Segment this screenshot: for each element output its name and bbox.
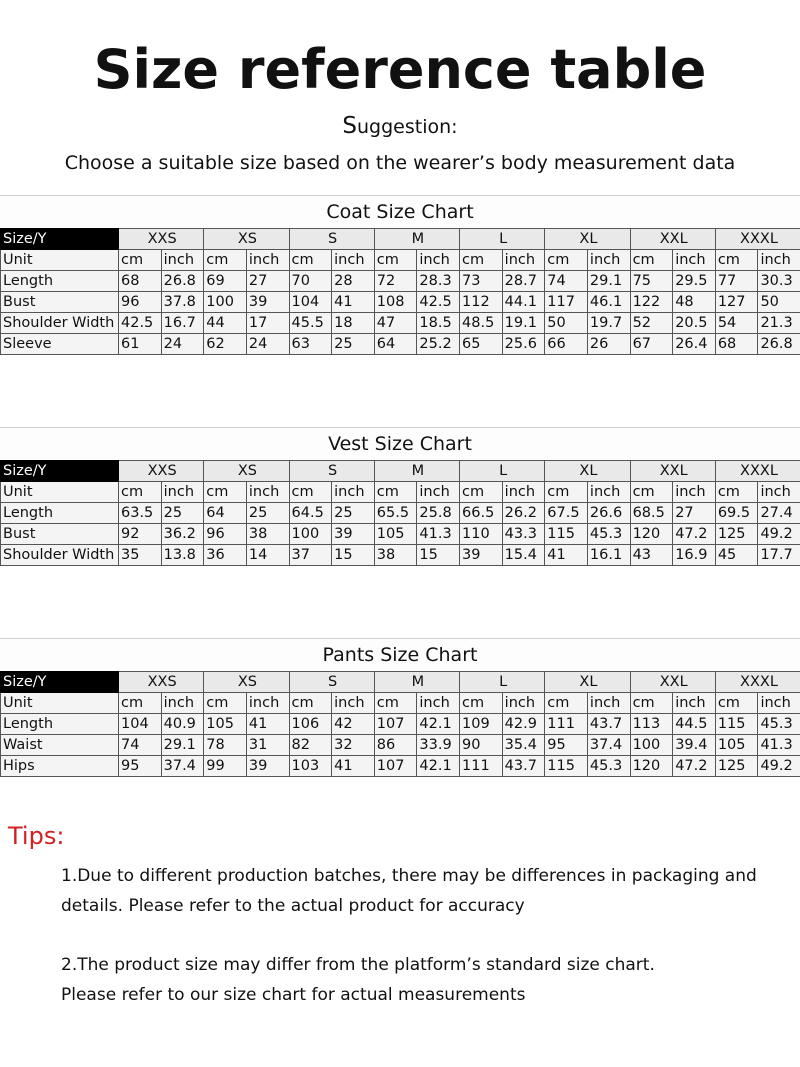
value-cell: 27 bbox=[673, 503, 716, 524]
value-cell: 45.3 bbox=[587, 524, 630, 545]
value-cell: 42.5 bbox=[417, 292, 460, 313]
size-header-cell: XXL bbox=[630, 461, 715, 482]
size-header-cell: XXL bbox=[630, 229, 715, 250]
value-cell: cm bbox=[545, 250, 588, 271]
row-label-cell: Bust bbox=[1, 524, 119, 545]
value-cell: 38 bbox=[374, 545, 417, 566]
value-cell: cm bbox=[715, 693, 758, 714]
size-header-row bbox=[1, 229, 800, 250]
row-label-cell: Length bbox=[1, 714, 119, 735]
value-cell: 15 bbox=[332, 545, 375, 566]
size-header-cell: M bbox=[374, 672, 459, 693]
value-cell: 26.2 bbox=[502, 503, 545, 524]
value-cell: 19.7 bbox=[587, 313, 630, 334]
value-cell: inch bbox=[332, 482, 375, 503]
vest-chart-title: Vest Size Chart bbox=[0, 427, 800, 460]
coat-size-table bbox=[0, 228, 800, 355]
value-cell: cm bbox=[374, 482, 417, 503]
value-cell: 36 bbox=[204, 545, 247, 566]
value-cell: 41 bbox=[246, 714, 289, 735]
value-cell: 66 bbox=[545, 334, 588, 355]
value-cell: 104 bbox=[119, 714, 162, 735]
value-cell: 24 bbox=[246, 334, 289, 355]
value-cell: cm bbox=[119, 693, 162, 714]
value-cell: 24 bbox=[161, 334, 204, 355]
value-cell: 107 bbox=[374, 756, 417, 777]
value-cell: 43.3 bbox=[502, 524, 545, 545]
value-cell: 99 bbox=[204, 756, 247, 777]
value-cell: 25.6 bbox=[502, 334, 545, 355]
value-cell: 68.5 bbox=[630, 503, 673, 524]
size-header-row bbox=[1, 461, 800, 482]
value-cell: 27.4 bbox=[758, 503, 800, 524]
value-cell: 37.4 bbox=[587, 735, 630, 756]
value-cell: inch bbox=[417, 250, 460, 271]
value-cell: 27 bbox=[246, 271, 289, 292]
value-cell: inch bbox=[502, 482, 545, 503]
row-label-cell: Hips bbox=[1, 756, 119, 777]
value-cell: 122 bbox=[630, 292, 673, 313]
value-cell: 39 bbox=[332, 524, 375, 545]
size-header-cell: L bbox=[460, 461, 545, 482]
value-cell: 15.4 bbox=[502, 545, 545, 566]
size-header-cell: S bbox=[289, 229, 374, 250]
size-header-cell: M bbox=[374, 229, 459, 250]
value-cell: 127 bbox=[715, 292, 758, 313]
row-label-cell: Bust bbox=[1, 292, 119, 313]
value-cell: 35.4 bbox=[502, 735, 545, 756]
value-cell: 105 bbox=[715, 735, 758, 756]
value-cell: 35 bbox=[119, 545, 162, 566]
value-cell: 37.4 bbox=[161, 756, 204, 777]
value-cell: 82 bbox=[289, 735, 332, 756]
tip-2-line-1: 2.The product size may differ from the platform’s standard size chart. bbox=[61, 955, 655, 975]
value-cell: 120 bbox=[630, 756, 673, 777]
size-header-cell: XXXL bbox=[715, 672, 800, 693]
value-cell: 100 bbox=[630, 735, 673, 756]
value-cell: 75 bbox=[630, 271, 673, 292]
value-cell: 41 bbox=[332, 292, 375, 313]
value-cell: 100 bbox=[204, 292, 247, 313]
value-cell: 28.7 bbox=[502, 271, 545, 292]
value-cell: 26.8 bbox=[161, 271, 204, 292]
value-cell: 47 bbox=[374, 313, 417, 334]
value-cell: 48.5 bbox=[460, 313, 503, 334]
value-cell: 63 bbox=[289, 334, 332, 355]
value-cell: 20.5 bbox=[673, 313, 716, 334]
value-cell: 104 bbox=[289, 292, 332, 313]
table-row bbox=[1, 271, 800, 292]
value-cell: 26.4 bbox=[673, 334, 716, 355]
value-cell: 26.8 bbox=[758, 334, 800, 355]
value-cell: 29.5 bbox=[673, 271, 716, 292]
table-row bbox=[1, 756, 800, 777]
value-cell: 125 bbox=[715, 756, 758, 777]
value-cell: 38 bbox=[246, 524, 289, 545]
value-cell: 73 bbox=[460, 271, 503, 292]
coat-size-chart bbox=[0, 195, 800, 355]
value-cell: 45.3 bbox=[758, 714, 800, 735]
row-label-cell: Shoulder Width bbox=[1, 313, 119, 334]
value-cell: 25.8 bbox=[417, 503, 460, 524]
value-cell: 42.1 bbox=[417, 714, 460, 735]
value-cell: 28 bbox=[332, 271, 375, 292]
value-cell: inch bbox=[502, 693, 545, 714]
value-cell: 61 bbox=[119, 334, 162, 355]
value-cell: 110 bbox=[460, 524, 503, 545]
row-label-cell: Shoulder Width bbox=[1, 545, 119, 566]
value-cell: inch bbox=[758, 482, 800, 503]
size-header-cell: XL bbox=[545, 461, 630, 482]
value-cell: 41 bbox=[545, 545, 588, 566]
value-cell: 40.9 bbox=[161, 714, 204, 735]
table-row bbox=[1, 693, 800, 714]
value-cell: 70 bbox=[289, 271, 332, 292]
row-label-cell: Sleeve bbox=[1, 334, 119, 355]
size-header-cell: M bbox=[374, 461, 459, 482]
value-cell: 49.2 bbox=[758, 524, 800, 545]
size-corner-cell: Size/Y bbox=[1, 672, 119, 693]
value-cell: 125 bbox=[715, 524, 758, 545]
table-row bbox=[1, 250, 800, 271]
size-header-cell: XXS bbox=[119, 229, 204, 250]
value-cell: 37 bbox=[289, 545, 332, 566]
value-cell: 86 bbox=[374, 735, 417, 756]
value-cell: cm bbox=[374, 693, 417, 714]
value-cell: 25 bbox=[161, 503, 204, 524]
size-header-cell: L bbox=[460, 672, 545, 693]
value-cell: 109 bbox=[460, 714, 503, 735]
value-cell: 17 bbox=[246, 313, 289, 334]
value-cell: 25.2 bbox=[417, 334, 460, 355]
value-cell: 48 bbox=[673, 292, 716, 313]
value-cell: 107 bbox=[374, 714, 417, 735]
value-cell: 50 bbox=[758, 292, 800, 313]
value-cell: 44 bbox=[204, 313, 247, 334]
table-row bbox=[1, 292, 800, 313]
value-cell: inch bbox=[587, 482, 630, 503]
size-header-cell: XS bbox=[204, 672, 289, 693]
value-cell: 42.5 bbox=[119, 313, 162, 334]
value-cell: cm bbox=[289, 693, 332, 714]
table-row bbox=[1, 482, 800, 503]
value-cell: cm bbox=[715, 250, 758, 271]
value-cell: 115 bbox=[545, 756, 588, 777]
value-cell: inch bbox=[758, 250, 800, 271]
size-corner-cell: Size/Y bbox=[1, 229, 119, 250]
value-cell: 74 bbox=[545, 271, 588, 292]
value-cell: inch bbox=[673, 250, 716, 271]
value-cell: 69.5 bbox=[715, 503, 758, 524]
table-row bbox=[1, 313, 800, 334]
value-cell: cm bbox=[630, 482, 673, 503]
value-cell: 43 bbox=[630, 545, 673, 566]
value-cell: inch bbox=[161, 482, 204, 503]
value-cell: 66.5 bbox=[460, 503, 503, 524]
value-cell: 16.1 bbox=[587, 545, 630, 566]
coat-chart-title: Coat Size Chart bbox=[0, 195, 800, 228]
value-cell: 64.5 bbox=[289, 503, 332, 524]
value-cell: 25 bbox=[332, 503, 375, 524]
size-header-cell: XXS bbox=[119, 461, 204, 482]
table-row bbox=[1, 524, 800, 545]
suggestion-heading bbox=[0, 113, 800, 139]
value-cell: 64 bbox=[374, 334, 417, 355]
value-cell: 50 bbox=[545, 313, 588, 334]
size-header-cell: XL bbox=[545, 672, 630, 693]
table-row bbox=[1, 735, 800, 756]
value-cell: 41.3 bbox=[417, 524, 460, 545]
value-cell: 39.4 bbox=[673, 735, 716, 756]
value-cell: inch bbox=[246, 693, 289, 714]
value-cell: 68 bbox=[119, 271, 162, 292]
value-cell: 111 bbox=[460, 756, 503, 777]
row-label-cell: Length bbox=[1, 271, 119, 292]
value-cell: 105 bbox=[204, 714, 247, 735]
value-cell: 74 bbox=[119, 735, 162, 756]
value-cell: 43.7 bbox=[502, 756, 545, 777]
tip-1-line-1: 1.Due to different production batches, there may be differences in packaging and bbox=[61, 866, 757, 886]
value-cell: cm bbox=[204, 482, 247, 503]
value-cell: cm bbox=[119, 482, 162, 503]
value-cell: 30.3 bbox=[758, 271, 800, 292]
value-cell: 42.1 bbox=[417, 756, 460, 777]
value-cell: inch bbox=[246, 250, 289, 271]
value-cell: cm bbox=[460, 250, 503, 271]
vest-size-chart bbox=[0, 427, 800, 566]
value-cell: 96 bbox=[204, 524, 247, 545]
value-cell: 25 bbox=[246, 503, 289, 524]
size-header-cell: XXL bbox=[630, 672, 715, 693]
value-cell: 41.3 bbox=[758, 735, 800, 756]
value-cell: 16.7 bbox=[161, 313, 204, 334]
value-cell: cm bbox=[289, 250, 332, 271]
value-cell: 111 bbox=[545, 714, 588, 735]
value-cell: 25 bbox=[332, 334, 375, 355]
value-cell: inch bbox=[332, 693, 375, 714]
value-cell: inch bbox=[758, 693, 800, 714]
value-cell: cm bbox=[460, 693, 503, 714]
value-cell: 43.7 bbox=[587, 714, 630, 735]
value-cell: inch bbox=[161, 693, 204, 714]
value-cell: 117 bbox=[545, 292, 588, 313]
value-cell: 96 bbox=[119, 292, 162, 313]
value-cell: inch bbox=[417, 693, 460, 714]
value-cell: 14 bbox=[246, 545, 289, 566]
value-cell: 46.1 bbox=[587, 292, 630, 313]
value-cell: 29.1 bbox=[161, 735, 204, 756]
size-header-cell: XXXL bbox=[715, 229, 800, 250]
value-cell: 47.2 bbox=[673, 524, 716, 545]
value-cell: 115 bbox=[545, 524, 588, 545]
value-cell: 62 bbox=[204, 334, 247, 355]
page-title: Size reference table bbox=[93, 38, 707, 101]
row-label-cell: Unit bbox=[1, 250, 119, 271]
row-label-cell: Length bbox=[1, 503, 119, 524]
value-cell: 18.5 bbox=[417, 313, 460, 334]
tip-2-line-2: Please refer to our size chart for actual measurements bbox=[61, 985, 526, 1005]
suggestion-initial: S bbox=[342, 113, 358, 139]
value-cell: 44.1 bbox=[502, 292, 545, 313]
value-cell: 106 bbox=[289, 714, 332, 735]
value-cell: 115 bbox=[715, 714, 758, 735]
value-cell: 29.1 bbox=[587, 271, 630, 292]
size-header-cell: XS bbox=[204, 229, 289, 250]
table-row bbox=[1, 503, 800, 524]
value-cell: 67 bbox=[630, 334, 673, 355]
size-header-cell: S bbox=[289, 672, 374, 693]
value-cell: 33.9 bbox=[417, 735, 460, 756]
value-cell: 64 bbox=[204, 503, 247, 524]
value-cell: 15 bbox=[417, 545, 460, 566]
value-cell: 112 bbox=[460, 292, 503, 313]
value-cell: 72 bbox=[374, 271, 417, 292]
tip-1-line-2: details. Please refer to the actual product for accuracy bbox=[61, 896, 525, 916]
value-cell: 100 bbox=[289, 524, 332, 545]
value-cell: 63.5 bbox=[119, 503, 162, 524]
value-cell: inch bbox=[673, 482, 716, 503]
value-cell: 37.8 bbox=[161, 292, 204, 313]
value-cell: 45.5 bbox=[289, 313, 332, 334]
value-cell: 39 bbox=[246, 292, 289, 313]
value-cell: cm bbox=[545, 693, 588, 714]
size-corner-cell: Size/Y bbox=[1, 461, 119, 482]
value-cell: 77 bbox=[715, 271, 758, 292]
size-header-row bbox=[1, 672, 800, 693]
value-cell: cm bbox=[204, 250, 247, 271]
value-cell: 49.2 bbox=[758, 756, 800, 777]
value-cell: 41 bbox=[332, 756, 375, 777]
value-cell: 21.3 bbox=[758, 313, 800, 334]
value-cell: 52 bbox=[630, 313, 673, 334]
value-cell: 32 bbox=[332, 735, 375, 756]
value-cell: 95 bbox=[545, 735, 588, 756]
value-cell: 13.8 bbox=[161, 545, 204, 566]
value-cell: 44.5 bbox=[673, 714, 716, 735]
row-label-cell: Unit bbox=[1, 482, 119, 503]
value-cell: 108 bbox=[374, 292, 417, 313]
value-cell: 45.3 bbox=[587, 756, 630, 777]
value-cell: 65.5 bbox=[374, 503, 417, 524]
row-label-cell: Waist bbox=[1, 735, 119, 756]
value-cell: 45 bbox=[715, 545, 758, 566]
value-cell: 36.2 bbox=[161, 524, 204, 545]
value-cell: inch bbox=[587, 250, 630, 271]
value-cell: 54 bbox=[715, 313, 758, 334]
value-cell: 28.3 bbox=[417, 271, 460, 292]
value-cell: inch bbox=[332, 250, 375, 271]
value-cell: 113 bbox=[630, 714, 673, 735]
value-cell: cm bbox=[460, 482, 503, 503]
value-cell: cm bbox=[630, 693, 673, 714]
value-cell: cm bbox=[374, 250, 417, 271]
value-cell: 68 bbox=[715, 334, 758, 355]
value-cell: 78 bbox=[204, 735, 247, 756]
value-cell: 31 bbox=[246, 735, 289, 756]
value-cell: 39 bbox=[246, 756, 289, 777]
size-header-cell: S bbox=[289, 461, 374, 482]
vest-size-table bbox=[0, 460, 800, 566]
value-cell: inch bbox=[161, 250, 204, 271]
value-cell: cm bbox=[119, 250, 162, 271]
value-cell: cm bbox=[204, 693, 247, 714]
table-row bbox=[1, 545, 800, 566]
value-cell: inch bbox=[673, 693, 716, 714]
size-header-cell: L bbox=[460, 229, 545, 250]
size-header-cell: XXS bbox=[119, 672, 204, 693]
value-cell: cm bbox=[545, 482, 588, 503]
size-header-cell: XXXL bbox=[715, 461, 800, 482]
value-cell: 42 bbox=[332, 714, 375, 735]
pants-size-chart bbox=[0, 638, 800, 777]
table-row bbox=[1, 714, 800, 735]
tips-label: Tips: bbox=[8, 822, 65, 850]
pants-chart-title: Pants Size Chart bbox=[0, 638, 800, 671]
value-cell: 47.2 bbox=[673, 756, 716, 777]
value-cell: 39 bbox=[460, 545, 503, 566]
suggestion-rest: uggestion: bbox=[357, 116, 458, 138]
pants-size-table bbox=[0, 671, 800, 777]
value-cell: 103 bbox=[289, 756, 332, 777]
value-cell: 69 bbox=[204, 271, 247, 292]
value-cell: 17.7 bbox=[758, 545, 800, 566]
value-cell: inch bbox=[502, 250, 545, 271]
size-header-cell: XS bbox=[204, 461, 289, 482]
value-cell: 19.1 bbox=[502, 313, 545, 334]
value-cell: cm bbox=[715, 482, 758, 503]
size-header-cell: XL bbox=[545, 229, 630, 250]
value-cell: 26 bbox=[587, 334, 630, 355]
value-cell: cm bbox=[630, 250, 673, 271]
suggestion-description: Choose a suitable size based on the wearer’s body measurement data bbox=[64, 152, 736, 174]
value-cell: 16.9 bbox=[673, 545, 716, 566]
value-cell: 26.6 bbox=[587, 503, 630, 524]
value-cell: 92 bbox=[119, 524, 162, 545]
value-cell: 67.5 bbox=[545, 503, 588, 524]
value-cell: 42.9 bbox=[502, 714, 545, 735]
value-cell: 95 bbox=[119, 756, 162, 777]
value-cell: cm bbox=[289, 482, 332, 503]
table-row bbox=[1, 334, 800, 355]
value-cell: 65 bbox=[460, 334, 503, 355]
value-cell: 90 bbox=[460, 735, 503, 756]
value-cell: 18 bbox=[332, 313, 375, 334]
value-cell: inch bbox=[246, 482, 289, 503]
value-cell: 105 bbox=[374, 524, 417, 545]
row-label-cell: Unit bbox=[1, 693, 119, 714]
value-cell: 120 bbox=[630, 524, 673, 545]
value-cell: inch bbox=[587, 693, 630, 714]
value-cell: inch bbox=[417, 482, 460, 503]
